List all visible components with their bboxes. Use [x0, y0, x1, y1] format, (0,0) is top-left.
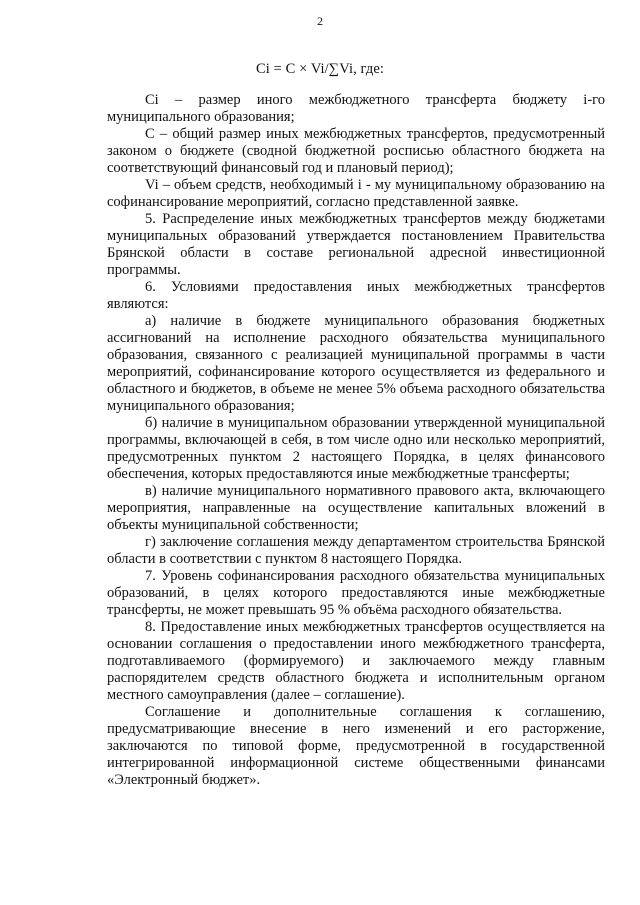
paragraph-item-6: 6. Условиями предоставления иных межбюджетных трансфертов являются: [107, 279, 605, 312]
page-number: 2 [317, 14, 323, 28]
paragraph-item-6g: г) заключение соглашения между департаментом строительства Брянской области в соответствии с пунктом 8 настоящего Порядка. [107, 534, 605, 567]
paragraph-item-6v: в) наличие муниципального нормативного правового акта, включающего мероприятия, направленные на осуществление капитальных вложений в объекты муниципальной собственности; [107, 483, 605, 533]
paragraph-item-8: 8. Предоставление иных межбюджетных трансфертов осуществляется на основании соглашения о предоставлении иного межбюджетного трансферта, подготавливаемого (формируемого) и заключаемого между главным распорядителем средств областного бюджета и исполнительным органом местного самоуправления (далее – соглашение). [107, 619, 605, 703]
paragraph-ci-definition: Ci – размер иного межбюджетного трансферта бюджету i-го муниципального образования; [107, 92, 605, 125]
paragraph-vi-definition: Vi – объем средств, необходимый i - му муниципальному образованию на софинансирование мероприятий, согласно представленной заявке. [107, 177, 605, 210]
paragraph-c-definition: C – общий размер иных межбюджетных трансфертов, предусмотренный законом о бюджете (сводной бюджетной росписью областного бюджета на соответствующий финансовый год и плановый период); [107, 126, 605, 176]
paragraph-agreement: Соглашение и дополнительные соглашения к соглашению, предусматривающие внесение в него изменений и его расторжение, заключаются по типовой форме, предусмотренной в государственной интегрированной информационной системе общественными финансами «Электронный бюджет». [107, 704, 605, 788]
document-body [107, 92, 605, 789]
paragraph-item-7: 7. Уровень софинансирования расходного обязательства муниципальных образований, в целях которого предоставляются иные межбюджетные трансферты, не может превышать 95 % объёма расходного обязательства. [107, 568, 605, 618]
paragraph-item-6b: б) наличие в муниципальном образовании утвержденной муниципальной программы, включающей в себя, в том числе одно или несколько мероприятий, предусмотренных пунктом 2 настоящего Порядка, в целях финансового обеспечения, которых предоставляются иные межбюджетные трансферты; [107, 415, 605, 482]
formula: Ci = C × Vi/∑Vi, где: [255, 61, 384, 77]
paragraph-item-6a: а) наличие в бюджете муниципального образования бюджетных ассигнований на исполнение расходного обязательства муниципального образования, связанного с реализацией муниципальной программы в части мероприятий, софинансирование которого осуществляется из федерального и областного и бюджетов, в объеме не менее 5% объема расходного обязательства муниципального образования; [107, 313, 605, 414]
paragraph-item-5: 5. Распределение иных межбюджетных трансфертов между бюджетами муниципальных образований утверждается постановлением Правительства Брянской области в составе региональной адресной инвестиционной программы. [107, 211, 605, 278]
